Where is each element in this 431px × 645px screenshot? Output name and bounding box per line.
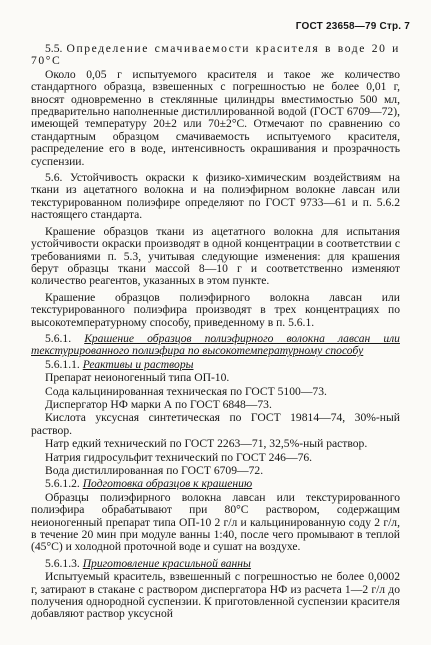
paragraph: Крашение образцов ткани из ацетатного волокна для испытания устойчивости окраски производят в одной концентрации в соответствии с требованиями п. 5.3, учитывая следующие изменения: для крашения берут образцы ткани массой 8—10 г и соответственно изменяют количество реагентов, указанных в этом пункте. xyxy=(31,224,400,288)
section-number: 5.6.1.1. xyxy=(45,357,80,371)
section-number: 5.5. xyxy=(45,42,63,55)
section-5-6-1-2-heading xyxy=(31,478,400,490)
section-title: Реактивы и растворы xyxy=(82,357,194,371)
reagent-item: Сода кальцинированная техническая по ГОСТ 5100—73. xyxy=(45,384,327,398)
reagent-item: Препарат неионогенный типа ОП-10. xyxy=(45,371,230,385)
section-number: 5.6.1.2. xyxy=(45,477,80,491)
reagent-item: Вода дистиллированная по ГОСТ 6709—72. xyxy=(45,464,264,477)
page-header: ГОСТ 23658—79 Стр. 7 xyxy=(295,21,410,32)
section-number: 5.6.1. xyxy=(45,331,72,345)
paragraph: 5.6. Устойчивость окраски к физико-химическим воздействиям на ткани из ацетатного волокна и на полиэфирном волокне лавсан или текстурированном полиэфире определяют по ГОСТ 9733—61 и п. 5.6.2 настоящего стандарта. xyxy=(31,171,400,222)
paragraph: Около 0,05 г испытуемого красителя и такое же количество стандартного образца, взвешенных с погрешностью не более 0,01 г, вносят одновременно в стеклянные цилиндры вместимостью 500 мл, предварительно наполненные дистиллированной водой (ГОСТ 6709—72), имеющей температуру 20±2 или 70±2°С. Отмечают по сравнению со стандартным образцом смачиваемость испытуемого красителя, распределение его в воде, интенсивность окрашивания и прозрачность суспензии. xyxy=(31,67,400,168)
reagent-item: Натрия гидросульфит технический по ГОСТ 246—76. xyxy=(45,450,313,464)
reagent-item: Кислота уксусная синтетическая по ГОСТ 19814—74, 30%-ный раствор. xyxy=(31,411,400,437)
section-5-6-1-1-heading xyxy=(31,359,400,371)
section-title: Крашение образцов полиэфирного волокна лавсан или текстурированного полиэфира по высокотемпературному способу xyxy=(31,331,400,358)
paragraph: Крашение образцов полиэфирного волокна лавсан или текстурированного полиэфира производят в трех концентрациях по высокотемпературному способу, приведенному в п. 5.6.1. xyxy=(31,290,400,329)
section-title: Приготовление красильной ванны xyxy=(82,556,251,570)
section-title: Определение смачиваемости красителя в воде 20 и 70°С xyxy=(31,42,400,68)
section-5-6-1-3-heading xyxy=(31,558,400,570)
section-number: 5.6.1.3. xyxy=(45,556,80,570)
section-5-5-heading xyxy=(31,43,400,68)
section-title: Подготовка образцов к крашению xyxy=(82,477,253,491)
reagent-item: Диспергатор НФ марки А по ГОСТ 6848—73. xyxy=(45,397,272,411)
document-body xyxy=(31,43,400,625)
paragraph: Образцы полиэфирного волокна лавсан или текстурированного полиэфира обрабатывают при 80°С раствором, содержащим неионогенный препарат типа ОП-10 2 г/л и кальцинированную соду 2 г/л, в течение 20 мин при модуле ванны 1:40, после чего промывают в теплой (45°С) и холодной проточной воде и сушат на воздухе. xyxy=(31,490,400,554)
reagent-item: Натр едкий технический по ГОСТ 2263—71, 32,5%-ный раствор. xyxy=(45,437,368,451)
section-5-6-1-heading xyxy=(31,333,400,358)
paragraph: Испытуемый краситель, взвешенный с погрешностью не более 0,0002 г, затирают в стакане с раствором диспергатора НФ из расчета 1—2 г/л до получения однородной суспензии. К приготовленной суспензии красителя добавляют раствор уксусной xyxy=(31,570,400,621)
